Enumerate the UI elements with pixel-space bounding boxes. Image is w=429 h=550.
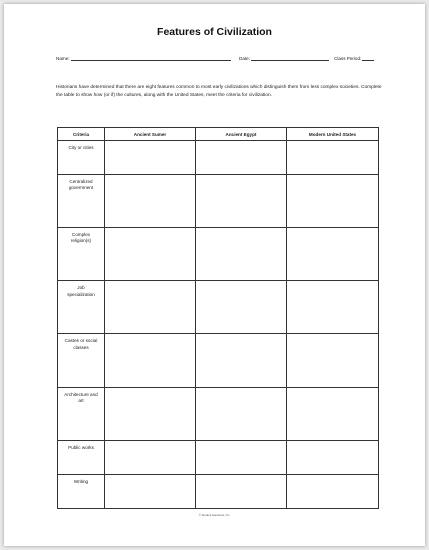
copyright-footer: © Student Handouts, Inc. [198,513,231,517]
criteria-label: Writing [73,478,89,484]
criteria-label: City or cities [68,145,94,150]
sumer-answer-cell[interactable] [105,141,196,175]
period-line[interactable] [362,55,374,61]
table-row [58,387,379,440]
civilization-criteria-table [57,127,379,509]
egypt-answer-cell[interactable] [196,141,287,175]
table-row [58,141,379,175]
period-field[interactable] [334,55,374,61]
criteria-label: Job specialization [67,285,95,297]
us-answer-cell[interactable] [287,387,379,440]
table-row [58,474,379,508]
us-answer-cell[interactable] [287,334,379,387]
criteria-cell [58,387,105,440]
egypt-answer-cell[interactable] [196,334,287,387]
student-info-fields [56,55,382,65]
us-answer-cell[interactable] [287,175,379,228]
date-field[interactable] [239,55,329,61]
criteria-cell [58,228,105,281]
header-criteria: Criteria [58,128,105,141]
criteria-label: Castes or social classes [64,338,98,350]
date-label: Date: [239,56,250,61]
criteria-cell [58,334,105,387]
worksheet-title: Features of Civilization [157,26,272,38]
period-label: Class Period: [334,56,362,61]
egypt-answer-cell[interactable] [196,175,287,228]
criteria-cell [58,440,105,474]
sumer-answer-cell[interactable] [105,334,196,387]
criteria-cell [58,175,105,228]
us-answer-cell[interactable] [287,141,379,175]
criteria-label: Public works [68,444,94,450]
criteria-cell [58,141,105,175]
sumer-answer-cell[interactable] [105,474,196,508]
criteria-label: Architecture and art [64,391,98,403]
worksheet-page [4,4,425,546]
criteria-cell [58,474,105,508]
table-row [58,175,379,228]
us-answer-cell[interactable] [287,440,379,474]
sumer-answer-cell[interactable] [105,440,196,474]
name-label: Name: [56,56,70,61]
table-row [58,228,379,281]
header-ancient-egypt: Ancient Egypt [196,128,287,141]
criteria-label: Centralized government [68,179,94,191]
egypt-answer-cell[interactable] [196,474,287,508]
table-row [58,334,379,387]
name-line[interactable] [71,55,231,61]
egypt-answer-cell[interactable] [196,281,287,334]
instructions-paragraph: Historians have determined that there are eight features common to most early civilizations which distinguish them from less complex societies. Complete the table to show how (or if) the cultures, along with the United States, meet the criteria for civilization. [56,85,382,98]
us-answer-cell[interactable] [287,228,379,281]
header-ancient-sumer: Ancient Sumer [105,128,196,141]
table-row [58,281,379,334]
sumer-answer-cell[interactable] [105,387,196,440]
egypt-answer-cell[interactable] [196,228,287,281]
sumer-answer-cell[interactable] [105,281,196,334]
egypt-answer-cell[interactable] [196,440,287,474]
table-row [58,440,379,474]
criteria-label: Complex religion(s) [70,232,92,244]
header-modern-united-states: Modern United States [287,128,379,141]
sumer-answer-cell[interactable] [105,175,196,228]
sumer-answer-cell[interactable] [105,228,196,281]
us-answer-cell[interactable] [287,281,379,334]
criteria-cell [58,281,105,334]
egypt-answer-cell[interactable] [196,387,287,440]
name-field[interactable] [56,55,231,61]
us-answer-cell[interactable] [287,474,379,508]
table-header-row [58,128,379,141]
date-line[interactable] [251,55,329,61]
